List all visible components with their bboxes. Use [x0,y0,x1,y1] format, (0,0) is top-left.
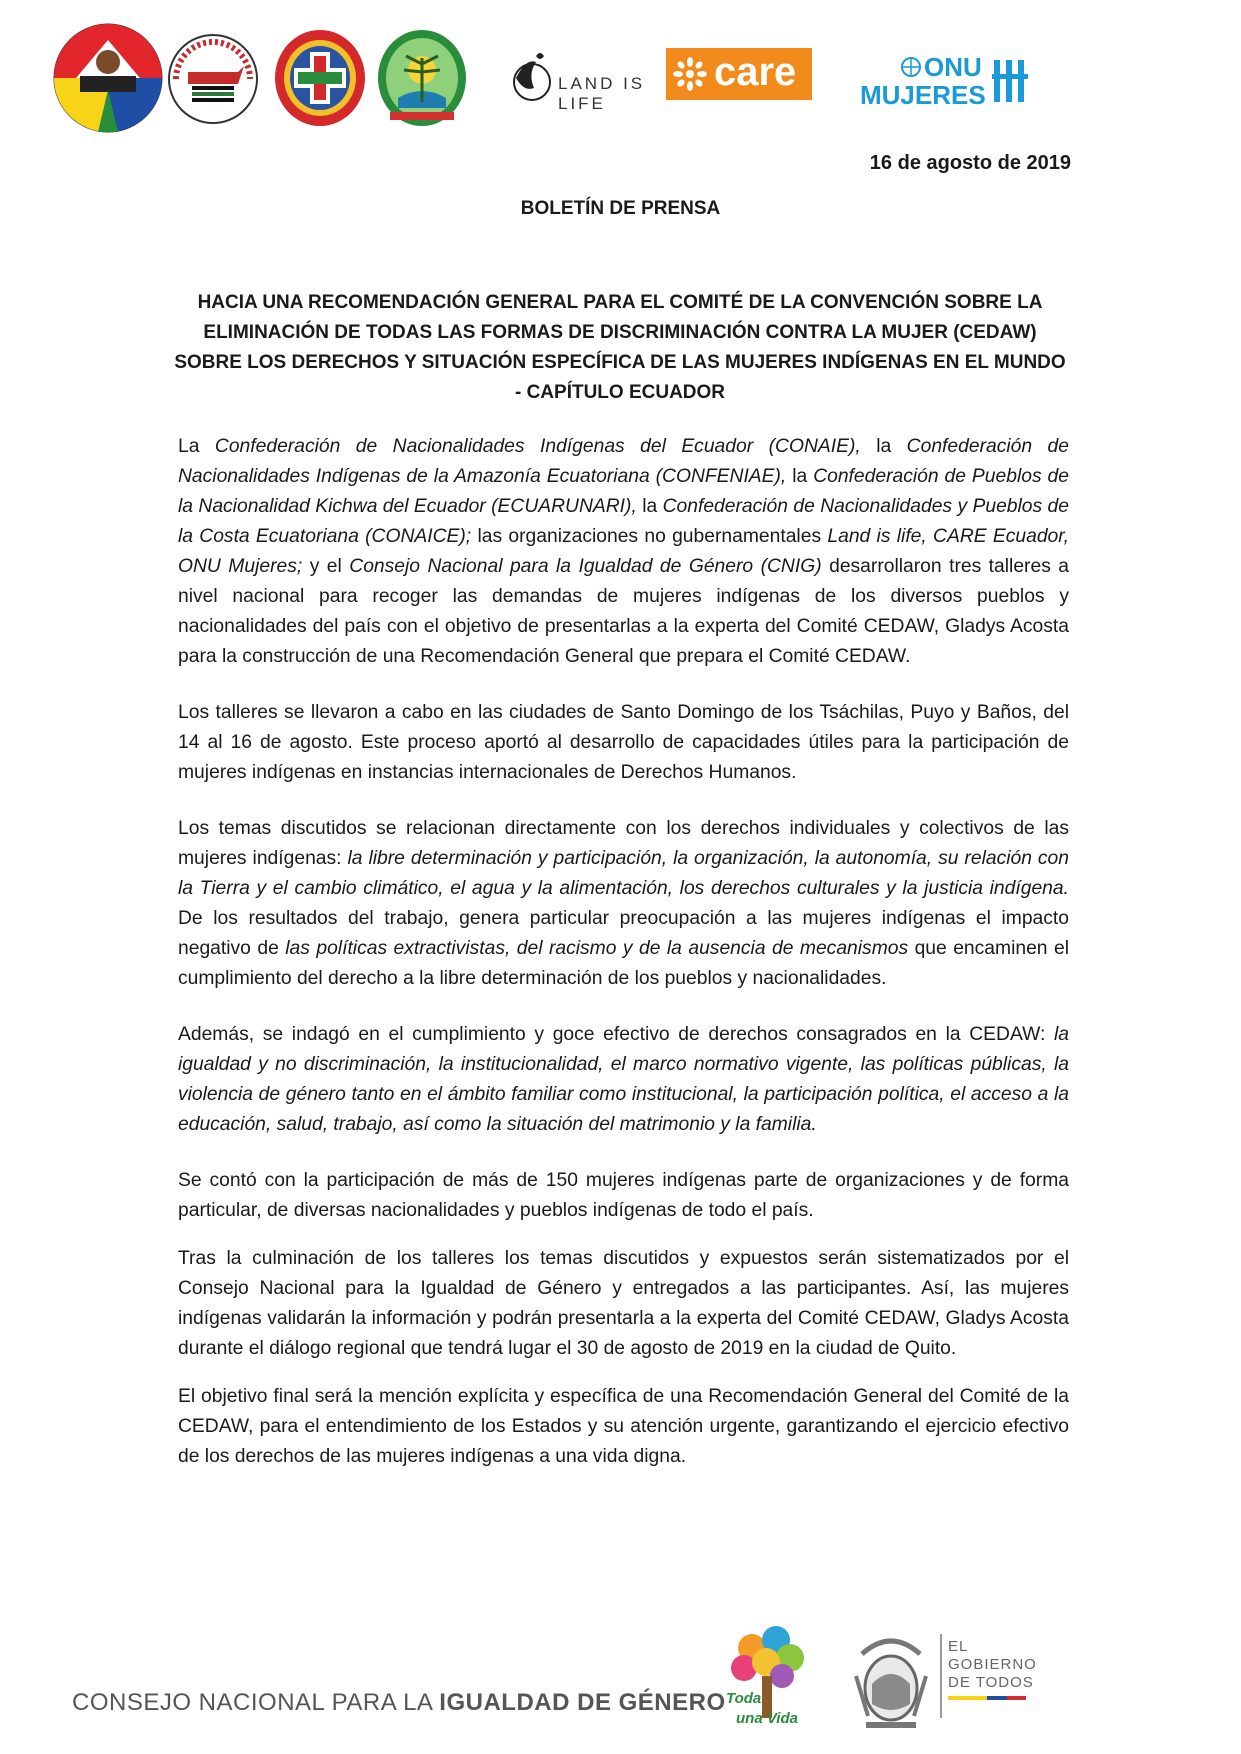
toda-una-vida-logo [718,1618,818,1738]
gov-flag-stripe [948,1696,1026,1700]
onu-mujeres-symbol-icon [992,58,1028,104]
text-run: que encaminen el cumplimiento del derecho a la libre determinación de los pueblos y nacionalidades. [178,938,1069,989]
text-run: Confederación de Nacionalidades y Pueblos de la Costa Ecuatoriana (CONAICE); [178,496,1069,547]
paragraph-1 [178,432,1069,672]
text-run: la [860,436,907,457]
toda-text: Toda [726,1690,762,1707]
ecuador-coat-of-arms-icon [852,1624,930,1734]
gov-line-1: EL [948,1638,969,1655]
text-run: la [636,496,663,517]
gov-divider [940,1634,942,1718]
text-run: la [786,466,814,487]
text-run: Confederación de Pueblos de la Nacionalidad Kichwa del Ecuador (ECUARUNARI), [178,466,1069,517]
text-run: Confederación de Nacionalidades Indígenas del Ecuador (CONAIE), [214,436,861,457]
text-run: la igualdad y no discriminación, la institucionalidad, el marco normativo vigente, las políticas públicas, la violencia de género tanto en el ámbito familiar como institucional, la participación política, el acceso a la educación, salud, trabajo, así como la situación del matrimonio y la familia. [178,1024,1069,1135]
care-text: care [714,50,797,94]
logo-strip [50,18,1170,138]
paragraph-5 [178,1166,1069,1226]
onu-mujeres-logo [860,52,1030,116]
text-run: Los talleres se llevaron a cabo en las ciudades de Santo Domingo de los Tsáchilas, Puyo y Baños, del 14 al 16 de agosto. Este proceso aportó al desarrollo de capacidades útiles para la participación de mujeres indígenas en instancias internacionales de Derechos Humanos. [178,702,1069,783]
paragraph-7 [178,1382,1069,1472]
care-hands-icon [672,56,708,92]
document-date: 16 de agosto de 2019 [869,152,1071,174]
bulletin-label: BOLETÍN DE PRENSA [520,198,721,219]
gobierno-de-todos-text [948,1638,1037,1700]
text-run: Consejo Nacional para la Igualdad de Género (CNIG) [349,556,822,577]
land-is-life-text: LAND IS LIFE [558,74,646,113]
un-emblem-icon [900,56,922,78]
council-regular-text: CONSEJO NACIONAL PARA LA [72,1689,440,1716]
onu-text: ONU [924,52,982,82]
una-vida-text: una Vida [736,1710,798,1727]
gov-line-2: GOBIERNO [948,1656,1037,1673]
care-logo [666,48,812,100]
confeniae-logo [272,28,368,128]
text-run: la libre determinación y participación, la organización, la autonomía, su relación con la Tierra y el cambio climático, el agua y la alimentación, los derechos culturales y la justicia indígena. [178,848,1069,899]
text-run: Se contó con la participación de más de 150 mujeres indígenas parte de organizaciones y de forma particular, de diversas nacionalidades y pueblos indígenas de todo el país. [178,1170,1069,1221]
ecuarunari-logo [50,20,166,136]
text-run: La [178,436,215,457]
headline: HACIA UNA RECOMENDACIÓN GENERAL PARA EL COMITÉ DE LA CONVENCIÓN SOBRE LA ELIMINACIÓN DE TODAS LAS FORMAS DE DISCRIMINACIÓN CONTRA LA MUJER (CEDAW) SOBRE LOS DERECHOS Y SITUACIÓN ESPECÍFICA DE LAS MUJERES INDÍGENAS EN EL MUNDO - CAPÍTULO ECUADOR [174,292,1066,403]
text-run: desarrollaron tres talleres a nivel nacional para recoger las demandas de mujeres indígenas de los diversos pueblos y nacionalidades del país con el objetivo de presentarlas a la experta del Comité CEDAW, Gladys Acosta para la construcción de una Recomendación General que prepara el Comité CEDAW. [178,556,1070,667]
body-text [178,432,1069,1498]
gov-line-3: DE TODOS [948,1674,1034,1691]
council-bold-text: IGUALDAD DE GÉNERO [439,1689,726,1716]
paragraph-4 [178,1020,1069,1140]
text-run: Los temas discutidos se relacionan directamente con los derechos individuales y colectivos de las mujeres indígenas: [178,818,1069,869]
paragraph-2 [178,698,1069,788]
paragraph-3 [178,814,1069,994]
text-run: Confederación de Nacionalidades Indígenas de la Amazonía Ecuatoriana (CONFENIAE), [178,436,1069,487]
text-run: Tras la culminación de los talleres los temas discutidos y expuestos serán sistematizados por el Consejo Nacional para la Igualdad de Género y entregados a las participantes. Así, las mujeres indígenas validarán la información y podrán presentarla a la experta del Comité CEDAW, Gladys Acosta durante el diálogo regional que tendrá lugar el 30 de agosto de 2019 en la ciudad de Quito. [178,1248,1069,1359]
text-run: El objetivo final será la mención explícita y específica de una Recomendación General del Comité de la CEDAW, para el entendimiento de los Estados y su atención urgente, garantizando el ejercicio efectivo de los derechos de las mujeres indígenas a una vida digna. [178,1386,1069,1467]
text-run: las políticas extractivistas, del racismo y de la ausencia de mecanismos [285,938,909,959]
mujeres-text: MUJERES [860,80,986,110]
land-is-life-icon [506,48,552,108]
text-run: y el [302,556,350,577]
text-run: las organizaciones no gubernamentales [471,526,828,547]
text-run: De los resultados del trabajo, genera particular preocupación a las mujeres indígenas el impacto negativo de [178,908,1069,959]
text-run: Land is life, CARE Ecuador, ONU Mujeres; [178,526,1069,577]
conaie-logo [166,32,260,126]
paragraph-6 [178,1244,1069,1364]
text-run: Además, se indagó en el cumplimiento y goce efectivo de derechos consagrados en la CEDAW: [178,1024,1054,1045]
council-footer-text [72,1689,726,1717]
conaice-logo [376,28,468,128]
